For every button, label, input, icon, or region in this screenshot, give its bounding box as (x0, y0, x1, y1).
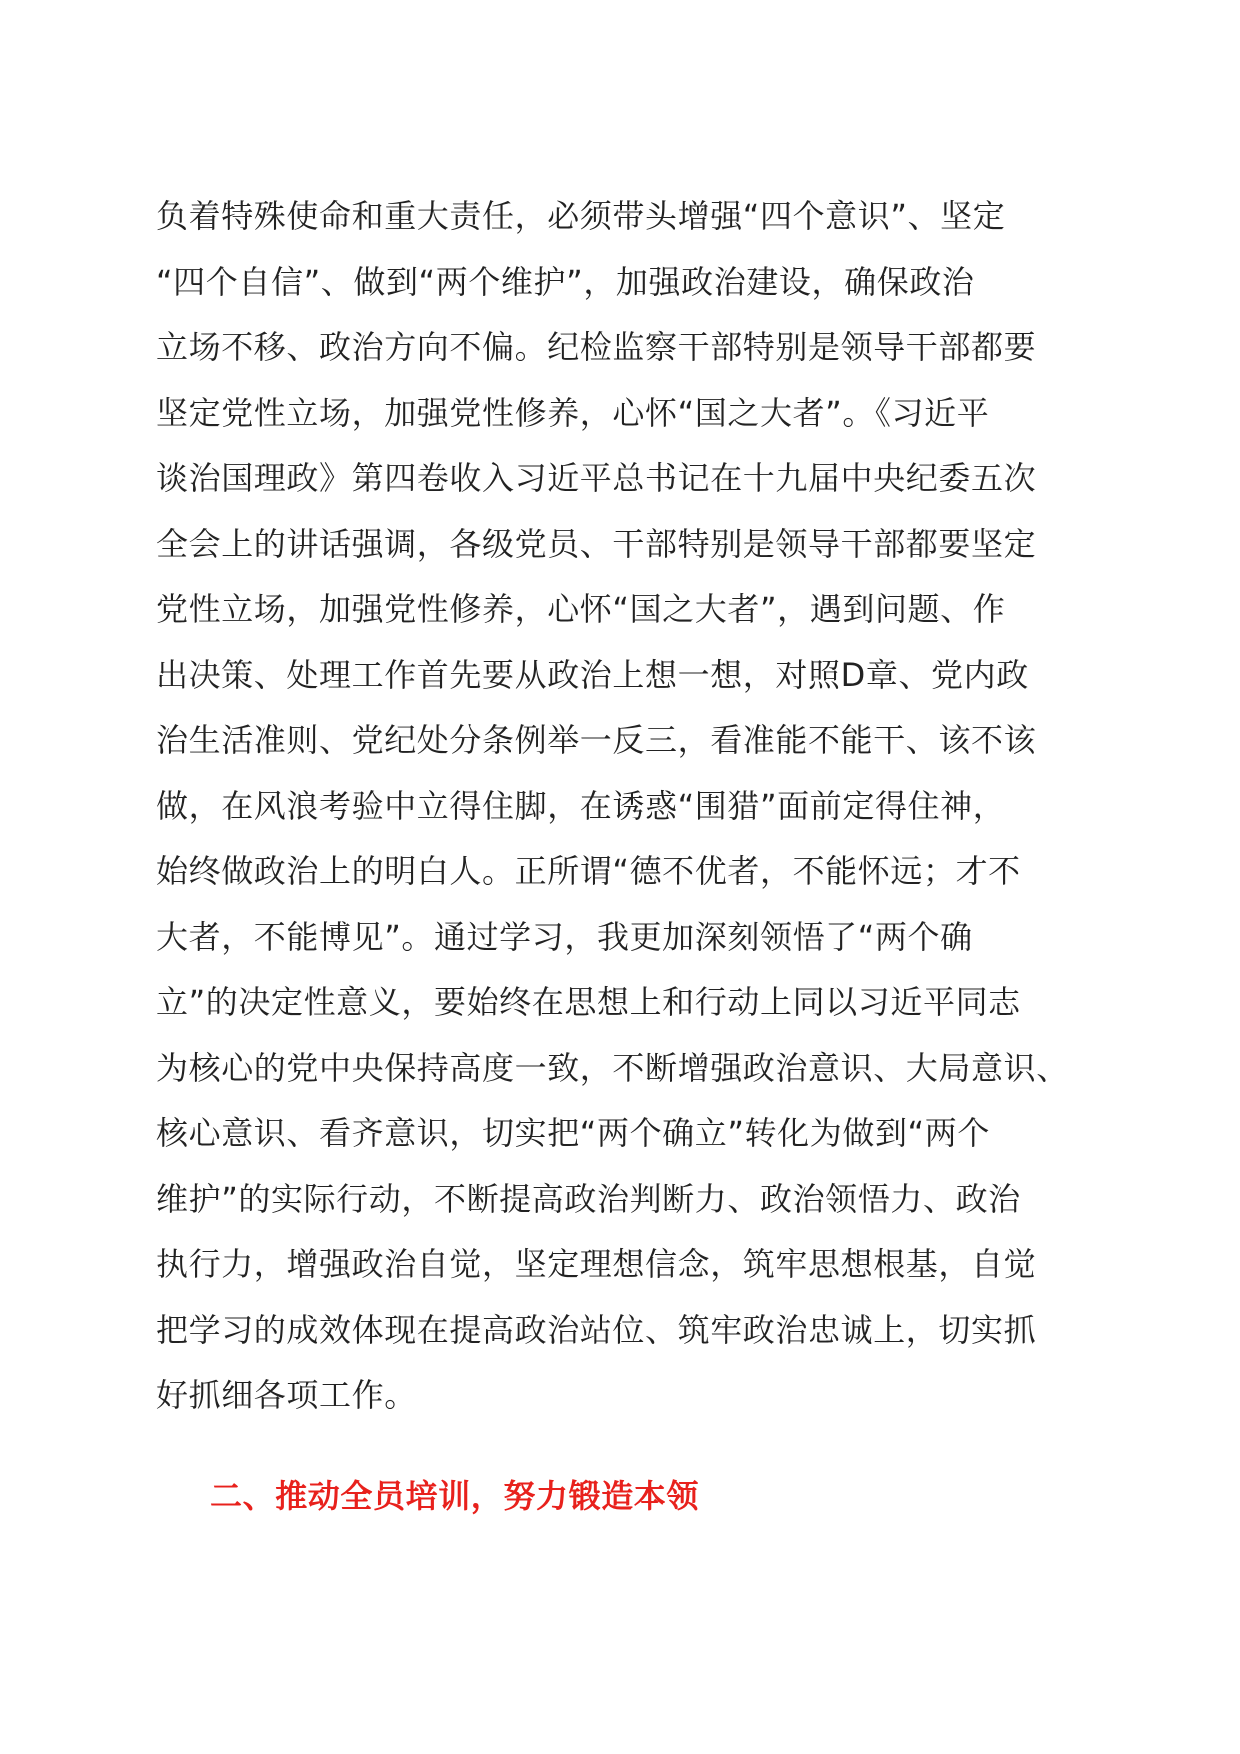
paragraph-line: 全会上的讲话强调，各级党员、干部特别是领导干部都要坚定 (156, 524, 1037, 563)
paragraph-line: 谈治国理政》第四卷收入习近平总书记在十九届中央纪委五次 (156, 459, 1037, 497)
paragraph-line: “四个自信”、做到“两个维护”，加强政治建设，确保政治 (156, 262, 975, 301)
paragraph-line: 为核心的党中央保持高度一致，不断增强政治意识、大局意识、 (156, 1048, 1069, 1087)
body-paragraph (156, 184, 1086, 1429)
paragraph-line: 大者，不能博见”。通过学习，我更加深刻领悟了“两个确 (156, 917, 973, 956)
paragraph-line: 执行力，增强政治自觉，坚定理想信念，筑牢思想根基，自觉 (156, 1245, 1037, 1283)
paragraph-line: 把学习的成效体现在提高政治站位、筑牢政治忠诚上，切实抓 (156, 1310, 1037, 1349)
section-heading: 二、推动全员培训，努力锻造本领 (210, 1477, 700, 1515)
paragraph-line: 始终做政治上的明白人。正所谓“德不优者，不能怀远；才不 (156, 852, 1021, 890)
paragraph-line: 好抓细各项工作。 (156, 1376, 417, 1414)
paragraph-line: 立场不移、政治方向不偏。纪检监察干部特别是领导干部都要 (156, 328, 1037, 366)
paragraph-line: 核心意识、看齐意识，切实把“两个确立”转化为做到“两个 (156, 1114, 990, 1152)
paragraph-line: 立”的决定性意义，要始终在思想上和行动上同以习近平同志 (156, 983, 1021, 1021)
paragraph-line: 负着特殊使命和重大责任，必须带头增强“四个意识”、坚定 (156, 197, 1006, 235)
paragraph-line: 维护”的实际行动，不断提高政治判断力、政治领悟力、政治 (156, 1179, 1021, 1218)
paragraph-line: 治生活准则、党纪处分条例举一反三，看准能不能干、该不该 (156, 721, 1037, 759)
paragraph-line: 党性立场，加强党性修养，心怀“国之大者”，遇到问题、作 (156, 590, 1006, 628)
paragraph-line: 出决策、处理工作首先要从政治上想一想，对照D章、党内政 (156, 655, 1029, 694)
paragraph-line: 坚定党性立场，加强党性修养，心怀“国之大者”。《习近平 (156, 393, 990, 432)
paragraph-line: 做，在风浪考验中立得住脚，在诱惑“围猎”面前定得住神， (156, 786, 1006, 825)
